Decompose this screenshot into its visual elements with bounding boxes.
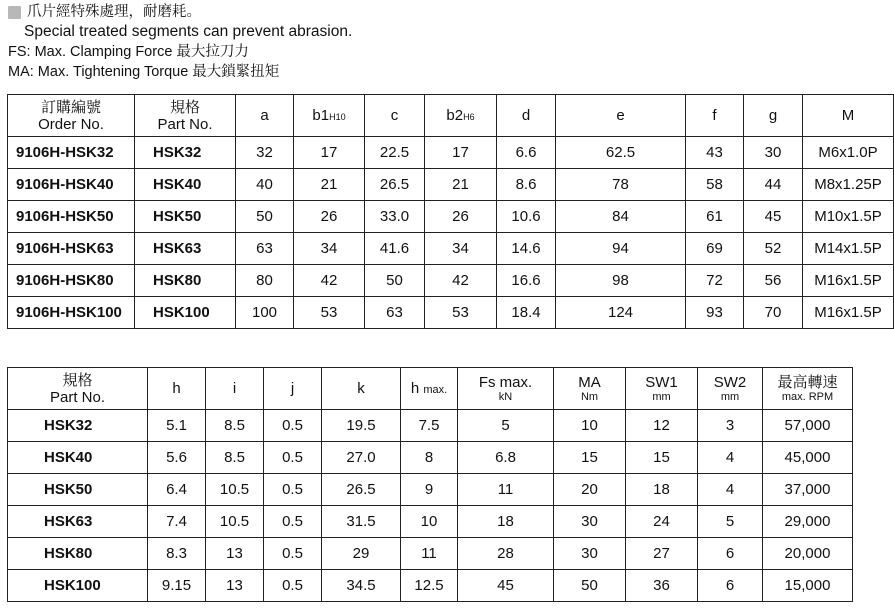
cell-d: 8.6 bbox=[497, 169, 556, 201]
cell-sw1: 18 bbox=[626, 474, 698, 506]
cell-sw2: 5 bbox=[698, 506, 763, 538]
header-ma: MA Nm bbox=[554, 368, 626, 410]
header-fs-max: Fs max. kN bbox=[458, 368, 554, 410]
cell-f: 43 bbox=[686, 137, 744, 169]
header-part-no: 規格 Part No. bbox=[8, 368, 148, 410]
cell-M: M10x1.5P bbox=[803, 201, 894, 233]
cell-f: 93 bbox=[686, 297, 744, 329]
cell-i: 8.5 bbox=[206, 442, 264, 474]
cell-sw2: 6 bbox=[698, 538, 763, 570]
cell-hmax: 9 bbox=[401, 474, 458, 506]
table-row bbox=[8, 506, 853, 538]
cell-rpm: 15,000 bbox=[763, 570, 853, 602]
cell-k: 34.5 bbox=[322, 570, 401, 602]
cell-b1: 26 bbox=[294, 201, 365, 233]
note-line-1 bbox=[8, 2, 828, 22]
cell-d: 6.6 bbox=[497, 137, 556, 169]
table-row bbox=[8, 201, 894, 233]
cell-sw1: 36 bbox=[626, 570, 698, 602]
cell-h: 5.6 bbox=[148, 442, 206, 474]
cell-j: 0.5 bbox=[264, 570, 322, 602]
cell-e: 124 bbox=[556, 297, 686, 329]
cell-h: 8.3 bbox=[148, 538, 206, 570]
cell-M: M6x1.0P bbox=[803, 137, 894, 169]
cell-c: 41.6 bbox=[365, 233, 425, 265]
cell-d: 16.6 bbox=[497, 265, 556, 297]
cell-a: 80 bbox=[236, 265, 294, 297]
cell-fs: 45 bbox=[458, 570, 554, 602]
cell-part: HSK63 bbox=[135, 233, 236, 265]
cell-part: HSK40 bbox=[8, 442, 148, 474]
cell-M: M16x1.5P bbox=[803, 297, 894, 329]
cell-j: 0.5 bbox=[264, 538, 322, 570]
header-d: d bbox=[497, 95, 556, 137]
cell-k: 27.0 bbox=[322, 442, 401, 474]
cell-c: 63 bbox=[365, 297, 425, 329]
cell-part: HSK80 bbox=[8, 538, 148, 570]
cell-b1: 42 bbox=[294, 265, 365, 297]
note-line-2: Special treated segments can prevent abrasion. bbox=[24, 23, 353, 40]
cell-a: 32 bbox=[236, 137, 294, 169]
cell-hmax: 12.5 bbox=[401, 570, 458, 602]
header-g: g bbox=[744, 95, 803, 137]
cell-j: 0.5 bbox=[264, 474, 322, 506]
table-row bbox=[8, 570, 853, 602]
cell-order: 9106H-HSK50 bbox=[8, 201, 135, 233]
table-header-row bbox=[8, 368, 853, 410]
cell-b1: 34 bbox=[294, 233, 365, 265]
cell-c: 50 bbox=[365, 265, 425, 297]
header-max-rpm: 最高轉速 max. RPM bbox=[763, 368, 853, 410]
cell-a: 100 bbox=[236, 297, 294, 329]
header-h-max: h max. bbox=[401, 368, 458, 410]
header-m: M bbox=[803, 95, 894, 137]
cell-part: HSK32 bbox=[135, 137, 236, 169]
cell-i: 13 bbox=[206, 538, 264, 570]
cell-sw1: 27 bbox=[626, 538, 698, 570]
cell-part: HSK80 bbox=[135, 265, 236, 297]
header-c: c bbox=[365, 95, 425, 137]
cell-ma: 10 bbox=[554, 410, 626, 442]
header-part-no: 規格 Part No. bbox=[135, 95, 236, 137]
table-row bbox=[8, 474, 853, 506]
cell-a: 50 bbox=[236, 201, 294, 233]
bullet-square-icon bbox=[8, 6, 21, 19]
cell-f: 61 bbox=[686, 201, 744, 233]
cell-order: 9106H-HSK40 bbox=[8, 169, 135, 201]
cell-b1: 17 bbox=[294, 137, 365, 169]
cell-b2: 17 bbox=[425, 137, 497, 169]
cell-a: 63 bbox=[236, 233, 294, 265]
header-j: j bbox=[264, 368, 322, 410]
cell-j: 0.5 bbox=[264, 506, 322, 538]
cell-i: 10.5 bbox=[206, 506, 264, 538]
header-a: a bbox=[236, 95, 294, 137]
cell-order: 9106H-HSK63 bbox=[8, 233, 135, 265]
table-row bbox=[8, 410, 853, 442]
cell-hmax: 11 bbox=[401, 538, 458, 570]
cell-b2: 42 bbox=[425, 265, 497, 297]
header-f: f bbox=[686, 95, 744, 137]
cell-hmax: 7.5 bbox=[401, 410, 458, 442]
cell-hmax: 10 bbox=[401, 506, 458, 538]
cell-hmax: 8 bbox=[401, 442, 458, 474]
cell-d: 10.6 bbox=[497, 201, 556, 233]
table-row bbox=[8, 538, 853, 570]
cell-fs: 6.8 bbox=[458, 442, 554, 474]
cell-j: 0.5 bbox=[264, 442, 322, 474]
cell-fs: 28 bbox=[458, 538, 554, 570]
cell-fs: 5 bbox=[458, 410, 554, 442]
cell-a: 40 bbox=[236, 169, 294, 201]
cell-part: HSK100 bbox=[135, 297, 236, 329]
cell-b2: 21 bbox=[425, 169, 497, 201]
cell-order: 9106H-HSK100 bbox=[8, 297, 135, 329]
cell-i: 13 bbox=[206, 570, 264, 602]
cell-g: 44 bbox=[744, 169, 803, 201]
cell-d: 18.4 bbox=[497, 297, 556, 329]
cell-rpm: 57,000 bbox=[763, 410, 853, 442]
cell-i: 10.5 bbox=[206, 474, 264, 506]
cell-b2: 53 bbox=[425, 297, 497, 329]
cell-k: 26.5 bbox=[322, 474, 401, 506]
cell-j: 0.5 bbox=[264, 410, 322, 442]
note-line-3: FS: Max. Clamping Force 最大拉刀力 bbox=[8, 44, 249, 60]
cell-k: 29 bbox=[322, 538, 401, 570]
cell-part: HSK32 bbox=[8, 410, 148, 442]
cell-sw2: 4 bbox=[698, 474, 763, 506]
header-b1: b1H10 bbox=[294, 95, 365, 137]
cell-h: 5.1 bbox=[148, 410, 206, 442]
cell-part: HSK40 bbox=[135, 169, 236, 201]
cell-ma: 20 bbox=[554, 474, 626, 506]
cell-sw1: 15 bbox=[626, 442, 698, 474]
cell-c: 33.0 bbox=[365, 201, 425, 233]
cell-part: HSK100 bbox=[8, 570, 148, 602]
cell-fs: 11 bbox=[458, 474, 554, 506]
cell-rpm: 20,000 bbox=[763, 538, 853, 570]
cell-rpm: 45,000 bbox=[763, 442, 853, 474]
header-k: k bbox=[322, 368, 401, 410]
dimension-table bbox=[7, 94, 894, 329]
cell-e: 98 bbox=[556, 265, 686, 297]
header-e: e bbox=[556, 95, 686, 137]
cell-sw2: 3 bbox=[698, 410, 763, 442]
table-row bbox=[8, 233, 894, 265]
cell-i: 8.5 bbox=[206, 410, 264, 442]
cell-order: 9106H-HSK32 bbox=[8, 137, 135, 169]
cell-part: HSK50 bbox=[135, 201, 236, 233]
cell-M: M14x1.5P bbox=[803, 233, 894, 265]
header-sw1: SW1 mm bbox=[626, 368, 698, 410]
header-order-no: 訂購編號 Order No. bbox=[8, 95, 135, 137]
cell-order: 9106H-HSK80 bbox=[8, 265, 135, 297]
cell-d: 14.6 bbox=[497, 233, 556, 265]
cell-h: 9.15 bbox=[148, 570, 206, 602]
cell-g: 30 bbox=[744, 137, 803, 169]
cell-M: M8x1.25P bbox=[803, 169, 894, 201]
table-row bbox=[8, 442, 853, 474]
cell-sw1: 24 bbox=[626, 506, 698, 538]
cell-e: 84 bbox=[556, 201, 686, 233]
cell-ma: 30 bbox=[554, 538, 626, 570]
cell-c: 26.5 bbox=[365, 169, 425, 201]
cell-e: 62.5 bbox=[556, 137, 686, 169]
cell-e: 94 bbox=[556, 233, 686, 265]
cell-g: 56 bbox=[744, 265, 803, 297]
cell-c: 22.5 bbox=[365, 137, 425, 169]
cell-rpm: 29,000 bbox=[763, 506, 853, 538]
cell-ma: 30 bbox=[554, 506, 626, 538]
header-sw2: SW2 mm bbox=[698, 368, 763, 410]
cell-f: 58 bbox=[686, 169, 744, 201]
cell-g: 70 bbox=[744, 297, 803, 329]
cell-f: 72 bbox=[686, 265, 744, 297]
cell-sw2: 6 bbox=[698, 570, 763, 602]
cell-f: 69 bbox=[686, 233, 744, 265]
cell-b2: 26 bbox=[425, 201, 497, 233]
cell-b1: 53 bbox=[294, 297, 365, 329]
table-row bbox=[8, 169, 894, 201]
header-h: h bbox=[148, 368, 206, 410]
cell-h: 6.4 bbox=[148, 474, 206, 506]
cell-sw1: 12 bbox=[626, 410, 698, 442]
cell-g: 52 bbox=[744, 233, 803, 265]
performance-table bbox=[7, 367, 853, 602]
cell-M: M16x1.5P bbox=[803, 265, 894, 297]
header-i: i bbox=[206, 368, 264, 410]
notes-block bbox=[8, 2, 828, 82]
cell-b1: 21 bbox=[294, 169, 365, 201]
header-b2: b2H6 bbox=[425, 95, 497, 137]
table-row bbox=[8, 265, 894, 297]
table-row bbox=[8, 297, 894, 329]
note-text-1: 爪片經特殊處理，耐磨耗。 bbox=[27, 4, 201, 20]
cell-g: 45 bbox=[744, 201, 803, 233]
cell-part: HSK63 bbox=[8, 506, 148, 538]
note-line-4: MA: Max. Tightening Torque 最大鎖緊扭矩 bbox=[8, 64, 280, 80]
cell-k: 19.5 bbox=[322, 410, 401, 442]
cell-part: HSK50 bbox=[8, 474, 148, 506]
cell-sw2: 4 bbox=[698, 442, 763, 474]
cell-rpm: 37,000 bbox=[763, 474, 853, 506]
cell-h: 7.4 bbox=[148, 506, 206, 538]
table-header-row bbox=[8, 95, 894, 137]
cell-ma: 50 bbox=[554, 570, 626, 602]
cell-e: 78 bbox=[556, 169, 686, 201]
cell-k: 31.5 bbox=[322, 506, 401, 538]
cell-b2: 34 bbox=[425, 233, 497, 265]
table-row bbox=[8, 137, 894, 169]
cell-fs: 18 bbox=[458, 506, 554, 538]
cell-ma: 15 bbox=[554, 442, 626, 474]
